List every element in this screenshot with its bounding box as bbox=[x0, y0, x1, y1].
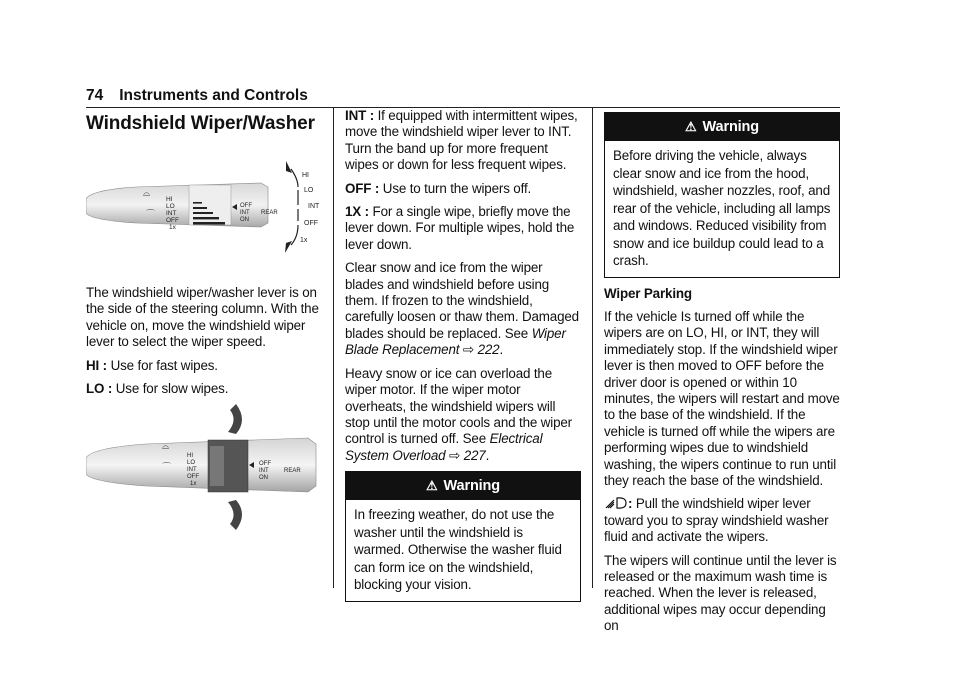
fig1-lever-label-lo: LO bbox=[166, 203, 175, 210]
column-2 bbox=[345, 108, 581, 602]
fig1-label-lo: LO bbox=[304, 187, 314, 194]
rotate-down-arrow-icon bbox=[228, 500, 242, 530]
warning-header-2: ⚠ Warning bbox=[605, 113, 839, 141]
warning-text: In freezing weather, do not use the washer until the windshield is warmed. Otherwise the washer fluid can form ice on the windshield, blocking your vision. bbox=[354, 507, 562, 593]
page-title: Windshield Wiper/Washer bbox=[86, 113, 315, 134]
page-ref-arrow-icon: ⇨ bbox=[462, 342, 474, 358]
warning-text-2: Before driving the vehicle, always clear snow and ice from the hood, windshield, washer nozzles, roof, and rear of the vehicle, including all lamps and windows. Reduced visibility from snow and ice buildup could lead to a crash. bbox=[613, 148, 831, 268]
fig1-label-1x: 1x bbox=[300, 237, 308, 244]
fig1-rear-label-off: OFF bbox=[240, 203, 252, 209]
warning-triangle-icon-2: ⚠ bbox=[685, 119, 697, 134]
off-item bbox=[345, 181, 581, 197]
fig2-lever-label-int: INT bbox=[187, 467, 197, 473]
warning-box-freezing bbox=[345, 471, 581, 602]
fig2-lever-label-lo: LO bbox=[187, 460, 196, 466]
rotate-up-arrow-icon bbox=[228, 404, 242, 434]
fig2-rear-label-off: OFF bbox=[259, 461, 271, 467]
fig1-lever-label-hi: HI bbox=[166, 196, 173, 203]
fig1-lever-label-int: INT bbox=[166, 210, 177, 217]
wiper-parking-heading: Wiper Parking bbox=[604, 285, 692, 301]
fig1-rear-label-int: INT bbox=[240, 210, 250, 216]
fig1-lever-label-1x: 1x bbox=[169, 224, 176, 231]
intro-paragraph: The windshield wiper/washer lever is on the side of the steering column. With the vehicle on, move the windshield wiper lever to select the wiper speed. bbox=[86, 285, 319, 350]
1x-text: For a single wipe, briefly move the lever down. For multiple wipes, hold the lever down. bbox=[345, 204, 575, 252]
fig2-lever-label-hi: HI bbox=[187, 453, 193, 459]
fig1-rear-label-on: ON bbox=[240, 217, 249, 223]
int-item bbox=[345, 108, 581, 174]
up-arrow-icon bbox=[286, 161, 292, 173]
wiper-blade-replacement-link[interactable]: Wiper Blade Replacement bbox=[345, 325, 566, 358]
down-arrow-icon bbox=[285, 241, 292, 253]
fig2-lever-label-off: OFF bbox=[187, 474, 199, 480]
blades-paragraph: Clear snow and ice from the wiper blades and windshield before using them. If frozen to the windshield, carefully loosen or thaw them. Damaged blades should be replaced. See Wiper Blade Replacement ⇨ 222. bbox=[345, 260, 579, 358]
column-3 bbox=[604, 108, 840, 642]
fig1-lever-label-off: OFF bbox=[166, 217, 179, 224]
column-divider-2 bbox=[592, 108, 593, 588]
hi-text: Use for fast wipes. bbox=[110, 357, 218, 373]
off-label: OFF : bbox=[345, 180, 380, 196]
page-header bbox=[86, 83, 840, 108]
column-1-text bbox=[86, 285, 326, 404]
fig1-label-int: INT bbox=[308, 203, 320, 210]
parking-paragraph: If the vehicle Is turned off while the wipers are on LO, HI, or INT, they will immediately stop. If the windshield wiper lever is then moved to OFF before the driver door is opened or within 10 minutes, the wipers will restart and move to the base of the windshield. If the vehicle is turned off while the wipers are performing wipes due to windshield washing, the wipers continue to run until they reach the base of the windshield. bbox=[604, 308, 840, 488]
wiper-lever-illustration-2 bbox=[86, 402, 326, 532]
fig2-rear-label-rear: REAR bbox=[284, 468, 301, 474]
int-label: INT : bbox=[345, 108, 374, 123]
blades-page-link[interactable]: 222 bbox=[477, 342, 500, 358]
page-number: 74 bbox=[86, 87, 104, 104]
int-text: If equipped with intermittent wipes, move the windshield wiper lever to INT. Turn the band up for more frequent wipes or down for less frequent wipes. bbox=[345, 108, 578, 173]
fig2-rear-label-int: INT bbox=[259, 468, 269, 474]
windshield-wiper-icon: ⌒ bbox=[146, 209, 156, 219]
fig2-rear-label-on: ON bbox=[259, 475, 268, 481]
washer-spray-icon bbox=[604, 496, 628, 510]
electrical-overload-link[interactable]: Electrical System Overload bbox=[345, 431, 543, 463]
off-text: Use to turn the wipers off. bbox=[382, 180, 532, 196]
fig1-rear-label-rear: REAR bbox=[261, 210, 278, 216]
warning-triangle-icon: ⚠ bbox=[426, 478, 438, 494]
lo-item bbox=[86, 381, 326, 397]
lo-text: Use for slow wipes. bbox=[115, 381, 229, 397]
1x-item bbox=[345, 204, 581, 253]
wiper-lever-illustration-1 bbox=[86, 157, 326, 257]
1x-label: 1X : bbox=[345, 204, 369, 220]
continue-paragraph: The wipers will continue until the lever is released or the maximum wash time is reached. When the lever is released, additional wipes may occur depending on bbox=[604, 552, 837, 634]
fig1-label-hi: HI bbox=[302, 172, 309, 179]
snow-paragraph: Heavy snow or ice can overload the wiper motor. If the wiper motor overheats, the windshield wipers will stop until the motor cools and the wiper control is turned off. See Electrical System Overload ⇨ 227. bbox=[345, 365, 572, 463]
column-divider-1 bbox=[333, 108, 334, 588]
fig2-lever-label-1x: 1x bbox=[190, 481, 197, 487]
fig1-label-off: OFF bbox=[304, 220, 318, 227]
wiper-symbol-icon: ⌓ bbox=[143, 188, 151, 198]
washer-item: : Pull the windshield wiper lever toward you to spray windshield washer fluid and activate the wipers. bbox=[604, 496, 829, 545]
section-title: Instruments and Controls bbox=[119, 87, 308, 104]
hi-item bbox=[86, 358, 326, 374]
warning-header: ⚠ Warning bbox=[346, 472, 580, 500]
warning-box-snow bbox=[604, 112, 840, 278]
lo-label: LO : bbox=[86, 381, 113, 397]
hi-label: HI : bbox=[86, 357, 107, 373]
page-ref-arrow-icon-2: ⇨ bbox=[449, 447, 461, 463]
windshield-wiper-icon-2: ⌒ bbox=[162, 462, 172, 472]
column-1 bbox=[86, 108, 326, 136]
wiper-symbol-icon-2: ⌓ bbox=[162, 441, 170, 451]
overload-page-link[interactable]: 227 bbox=[463, 447, 486, 463]
